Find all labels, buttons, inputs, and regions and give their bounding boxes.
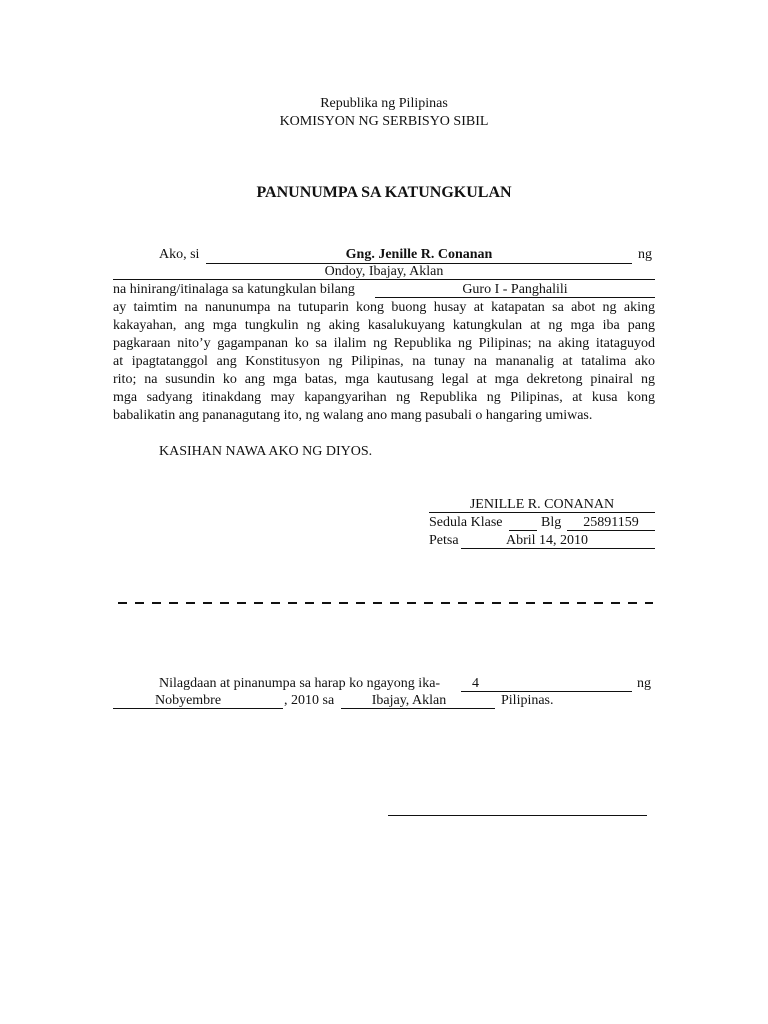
closing-text: KASIHAN NAWA AKO NG DIYOS. (159, 444, 373, 459)
sedula-klase-underline (509, 514, 537, 531)
blg-label: Blg (541, 515, 562, 530)
oath-line: babalikatin ang pananagutang ito, ng walang ano mang pasubali o hangaring umiwas. (113, 408, 593, 423)
blg-value: 25891159 (583, 515, 639, 530)
oath-line: rito; na susundin ko ang mga batas, mga kautusang legal at mga dekretong pinairal ng (113, 372, 655, 387)
appointed-label: na hinirang/itinalaga sa katungkulan bilang (113, 282, 355, 297)
petsa-value: Abril 14, 2010 (505, 533, 589, 548)
attest-text: Nilagdaan at pinanumpa sa harap ko ngayong ika- (159, 676, 441, 691)
petsa-label: Petsa (429, 533, 459, 548)
attest-month: Nobyembre (154, 693, 222, 708)
document-title: PANUNUMPA SA KATUNGKULAN (256, 184, 512, 201)
attest-ng: ng (637, 676, 651, 691)
oath-name: Gng. Jenille R. Conanan (345, 247, 493, 262)
attest-place: Ibajay, Aklan (371, 693, 447, 708)
oath-position: Guro I - Panghalili (462, 282, 568, 297)
ako-si-label: Ako, si (159, 247, 200, 262)
sedula-label: Sedula Klase (429, 515, 503, 530)
oath-address: Ondoy, Ibajay, Aklan (324, 264, 444, 279)
signature-name: JENILLE R. CONANAN (469, 497, 615, 512)
official-signature-line (388, 815, 647, 816)
ng-label: ng (638, 247, 652, 262)
attest-year: , 2010 sa (284, 693, 335, 708)
oath-line: mga sadyang itinakdang may kapangyarihan ng Republika ng Pilipinas, at kusa kong (113, 390, 655, 405)
header-republika: Republika ng Pilipinas (320, 96, 448, 111)
oath-line: kakayahan, ang mga tungkulin ng aking kasalukuyang katungkulan at ng mga iba pang (113, 318, 655, 333)
oath-line: pagkaraan nito’y gagampanan ko sa ilalim ng Republika ng Pilipinas; na aking itataguyod (113, 336, 655, 351)
dashed-separator (118, 602, 653, 604)
day-underline (461, 675, 632, 692)
attest-country: Pilipinas. (501, 693, 554, 708)
header-komisyon: KOMISYON NG SERBISYO SIBIL (279, 114, 489, 129)
oath-body (113, 299, 655, 425)
oath-line: at ipagtatanggol ang Konstitusyon ng Pilipinas, na tunay na mananalig at tatalima ako (113, 354, 655, 369)
oath-line: ay taimtim na nanunumpa na tutuparin kong buong husay at katapatan sa abot ng aking (113, 300, 655, 315)
attest-day: 4 (472, 676, 479, 691)
